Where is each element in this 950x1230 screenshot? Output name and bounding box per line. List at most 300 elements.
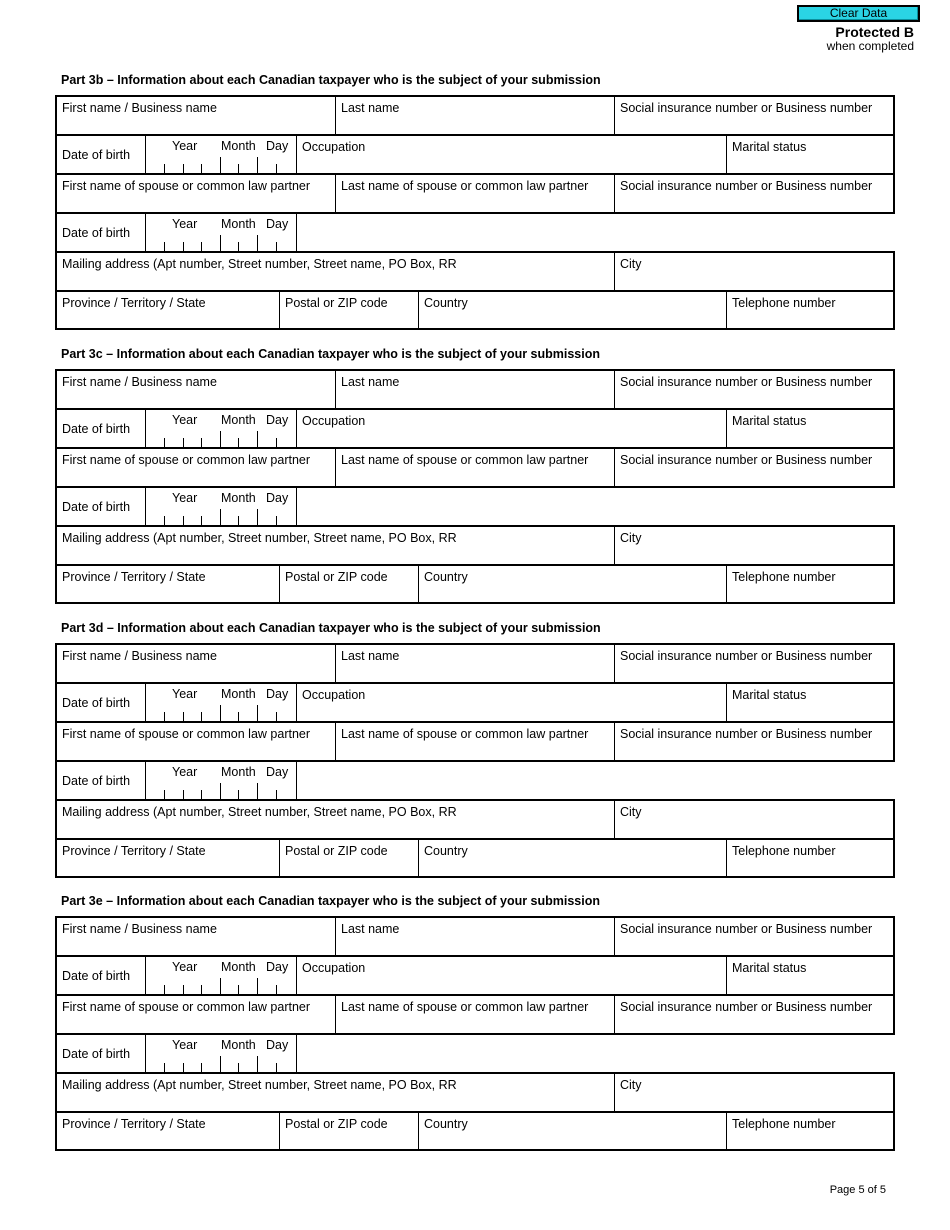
taxpayer-dob-year-label: Year (172, 960, 198, 974)
date-tick (183, 164, 184, 173)
spouse-sin-field-input[interactable] (615, 467, 893, 487)
marital-status-field[interactable] (726, 682, 895, 722)
spouse-dob-label-cell (55, 486, 146, 526)
taxpayer-dob-label-cell (55, 955, 146, 995)
first-name-field-label: First name / Business name (62, 649, 217, 663)
spouse-dob-label: Date of birth (62, 500, 131, 514)
sin-field-input[interactable] (615, 936, 893, 956)
sin-field-input[interactable] (615, 389, 893, 409)
country-field-input[interactable] (419, 310, 726, 330)
spouse-first-name-field-input[interactable] (57, 467, 335, 487)
spouse-sin-field[interactable] (614, 447, 895, 487)
date-tick (164, 1063, 165, 1072)
date-tick (276, 516, 277, 525)
spouse-dob-field[interactable] (145, 212, 297, 252)
marital-status-field-label: Marital status (732, 961, 807, 975)
sin-field-input[interactable] (615, 663, 893, 683)
spouse-sin-field-input[interactable] (615, 1014, 893, 1034)
spouse-last-name-field-input[interactable] (336, 1014, 614, 1034)
country-field-label: Country (424, 570, 468, 584)
postal-code-field-input[interactable] (280, 310, 418, 330)
mailing-address-field[interactable] (55, 525, 615, 565)
province-field-label: Province / Territory / State (62, 844, 206, 858)
row-address (55, 799, 895, 839)
spouse-dob-day-label: Day (266, 765, 289, 779)
last-name-field-label: Last name (341, 375, 400, 389)
spouse-dob-field[interactable] (145, 486, 297, 526)
spouse-dob-month-label: Month (221, 1038, 256, 1052)
country-field-input[interactable] (419, 584, 726, 604)
date-tick (164, 242, 165, 251)
spouse-dob-day-label: Day (266, 217, 289, 231)
date-tick (183, 242, 184, 251)
province-field-input[interactable] (57, 858, 279, 878)
section-3c (55, 369, 895, 604)
mailing-address-field[interactable] (55, 1072, 615, 1112)
telephone-field[interactable] (726, 290, 895, 330)
sin-field-label: Social insurance number or Business number (620, 375, 873, 389)
row-taxpayer-name (55, 369, 895, 409)
date-tick (164, 712, 165, 721)
first-name-field-input[interactable] (57, 115, 335, 135)
row-taxpayer-name (55, 95, 895, 135)
marital-status-field-input[interactable] (727, 702, 893, 722)
postal-code-field-label: Postal or ZIP code (285, 844, 388, 858)
telephone-field-input[interactable] (727, 858, 893, 878)
country-field-label: Country (424, 1117, 468, 1131)
section-3d (55, 643, 895, 878)
marital-status-field[interactable] (726, 408, 895, 448)
spouse-sin-field[interactable] (614, 173, 895, 213)
section-title-3d: Part 3d – Information about each Canadian taxpayer who is the subject of your submission (61, 621, 601, 635)
country-field[interactable] (418, 838, 727, 878)
occupation-field-input[interactable] (297, 702, 726, 722)
taxpayer-dob-label-cell (55, 682, 146, 722)
sin-field[interactable] (614, 916, 895, 956)
date-tick (183, 790, 184, 799)
taxpayer-dob-month-label: Month (221, 413, 256, 427)
date-tick (220, 978, 221, 994)
last-name-field-input[interactable] (336, 389, 614, 409)
row-spouse-dob (55, 486, 895, 526)
province-field[interactable] (55, 1111, 280, 1151)
occupation-field-label: Occupation (302, 688, 366, 702)
occupation-field[interactable] (296, 408, 727, 448)
spouse-dob-month-label: Month (221, 217, 256, 231)
section-title-3e: Part 3e – Information about each Canadian taxpayer who is the subject of your submission (61, 894, 601, 908)
date-tick (220, 157, 221, 173)
spouse-dob-field[interactable] (145, 760, 297, 800)
telephone-field-label: Telephone number (732, 844, 836, 858)
postal-code-field[interactable] (279, 838, 419, 878)
city-field[interactable] (614, 1072, 895, 1112)
mailing-address-field[interactable] (55, 251, 615, 291)
row-spouse-name (55, 447, 895, 487)
city-field-input[interactable] (615, 545, 893, 565)
telephone-field[interactable] (726, 1111, 895, 1151)
row-taxpayer-dob (55, 682, 895, 722)
section-3b (55, 95, 895, 330)
city-field-label: City (620, 531, 642, 545)
marital-status-field[interactable] (726, 134, 895, 174)
postal-code-field-label: Postal or ZIP code (285, 570, 388, 584)
row-taxpayer-dob (55, 408, 895, 448)
spouse-first-name-field[interactable] (55, 721, 336, 761)
spouse-first-name-field-label: First name of spouse or common law partner (62, 453, 311, 467)
date-tick (164, 438, 165, 447)
marital-status-field-label: Marital status (732, 688, 807, 702)
telephone-field-label: Telephone number (732, 296, 836, 310)
first-name-field[interactable] (55, 916, 336, 956)
first-name-field-label: First name / Business name (62, 375, 217, 389)
date-tick (257, 431, 258, 447)
province-field-label: Province / Territory / State (62, 570, 206, 584)
spouse-dob-label-cell (55, 760, 146, 800)
city-field-input[interactable] (615, 1092, 893, 1112)
date-tick (201, 985, 202, 994)
taxpayer-dob-label: Date of birth (62, 696, 131, 710)
spouse-dob-label: Date of birth (62, 1047, 131, 1061)
date-tick (201, 438, 202, 447)
city-field[interactable] (614, 525, 895, 565)
protected-b-notice (827, 25, 914, 53)
row-location (55, 838, 895, 878)
occupation-field-input[interactable] (297, 154, 726, 174)
telephone-field-input[interactable] (727, 310, 893, 330)
last-name-field-input[interactable] (336, 115, 614, 135)
row-location (55, 290, 895, 330)
first-name-field-input[interactable] (57, 936, 335, 956)
occupation-field[interactable] (296, 682, 727, 722)
last-name-field-label: Last name (341, 101, 400, 115)
spouse-first-name-field-input[interactable] (57, 1014, 335, 1034)
spouse-sin-field[interactable] (614, 721, 895, 761)
date-tick (220, 509, 221, 525)
date-tick (276, 242, 277, 251)
date-tick (183, 516, 184, 525)
taxpayer-dob-year-label: Year (172, 687, 198, 701)
date-tick (201, 516, 202, 525)
province-field-input[interactable] (57, 310, 279, 330)
row-taxpayer-dob (55, 955, 895, 995)
telephone-field-label: Telephone number (732, 570, 836, 584)
row-spouse-dob (55, 760, 895, 800)
spouse-first-name-field[interactable] (55, 994, 336, 1034)
date-tick (257, 157, 258, 173)
spouse-sin-field-label: Social insurance number or Business number (620, 727, 873, 741)
postal-code-field-input[interactable] (280, 584, 418, 604)
last-name-field[interactable] (335, 95, 615, 135)
spouse-sin-field[interactable] (614, 994, 895, 1034)
date-tick (164, 516, 165, 525)
taxpayer-dob-day-label: Day (266, 139, 289, 153)
date-tick (238, 438, 239, 447)
section-title-3b: Part 3b – Information about each Canadian taxpayer who is the subject of your submission (61, 73, 601, 87)
spouse-dob-month-label: Month (221, 765, 256, 779)
mailing-address-field-input[interactable] (57, 819, 614, 839)
spouse-dob-year-label: Year (172, 491, 198, 505)
date-tick (257, 1056, 258, 1072)
date-tick (238, 1063, 239, 1072)
row-taxpayer-name (55, 916, 895, 956)
spouse-dob-label: Date of birth (62, 226, 131, 240)
spouse-dob-label: Date of birth (62, 774, 131, 788)
sin-field[interactable] (614, 369, 895, 409)
postal-code-field-label: Postal or ZIP code (285, 296, 388, 310)
taxpayer-dob-label-cell (55, 134, 146, 174)
date-tick (183, 985, 184, 994)
taxpayer-dob-field[interactable] (145, 408, 297, 448)
date-tick (238, 164, 239, 173)
telephone-field-input[interactable] (727, 584, 893, 604)
date-tick (238, 985, 239, 994)
first-name-field[interactable] (55, 369, 336, 409)
spouse-dob-year-label: Year (172, 765, 198, 779)
mailing-address-field-input[interactable] (57, 545, 614, 565)
province-field-input[interactable] (57, 584, 279, 604)
taxpayer-dob-field[interactable] (145, 134, 297, 174)
taxpayer-dob-day-label: Day (266, 413, 289, 427)
marital-status-field-input[interactable] (727, 154, 893, 174)
city-field-label: City (620, 1078, 642, 1092)
occupation-field[interactable] (296, 134, 727, 174)
when-completed-label: when completed (826, 39, 914, 53)
first-name-field-label: First name / Business name (62, 922, 217, 936)
row-address (55, 1072, 895, 1112)
spouse-last-name-field[interactable] (335, 994, 615, 1034)
taxpayer-dob-year-label: Year (172, 413, 198, 427)
marital-status-field-input[interactable] (727, 428, 893, 448)
mailing-address-field-label: Mailing address (Apt number, Street number, Street name, PO Box, RR (62, 805, 457, 819)
country-field-label: Country (424, 844, 468, 858)
sin-field-input[interactable] (615, 115, 893, 135)
last-name-field[interactable] (335, 369, 615, 409)
date-tick (201, 164, 202, 173)
spouse-last-name-field-label: Last name of spouse or common law partner (341, 727, 589, 741)
sin-field-label: Social insurance number or Business number (620, 922, 873, 936)
sin-field[interactable] (614, 643, 895, 683)
spouse-sin-field-input[interactable] (615, 741, 893, 761)
marital-status-field-input[interactable] (727, 975, 893, 995)
taxpayer-dob-day-label: Day (266, 687, 289, 701)
date-tick (238, 516, 239, 525)
row-spouse-name (55, 721, 895, 761)
spouse-dob-day-label: Day (266, 1038, 289, 1052)
date-tick (276, 438, 277, 447)
date-tick (201, 712, 202, 721)
date-tick (238, 242, 239, 251)
taxpayer-dob-label: Date of birth (62, 969, 131, 983)
spouse-dob-day-label: Day (266, 491, 289, 505)
spouse-first-name-field-label: First name of spouse or common law partner (62, 1000, 311, 1014)
first-name-field[interactable] (55, 95, 336, 135)
clear-data-button[interactable]: Clear Data (797, 5, 920, 22)
country-field-label: Country (424, 296, 468, 310)
last-name-field[interactable] (335, 643, 615, 683)
mailing-address-field-input[interactable] (57, 1092, 614, 1112)
occupation-field-label: Occupation (302, 414, 366, 428)
postal-code-field[interactable] (279, 1111, 419, 1151)
taxpayer-dob-year-label: Year (172, 139, 198, 153)
last-name-field[interactable] (335, 916, 615, 956)
postal-code-field[interactable] (279, 564, 419, 604)
sin-field[interactable] (614, 95, 895, 135)
taxpayer-dob-month-label: Month (221, 960, 256, 974)
section-3e (55, 916, 895, 1151)
date-tick (201, 790, 202, 799)
date-tick (220, 1056, 221, 1072)
country-field-input[interactable] (419, 1131, 726, 1151)
occupation-field-label: Occupation (302, 961, 366, 975)
date-tick (276, 985, 277, 994)
province-field[interactable] (55, 838, 280, 878)
sin-field-label: Social insurance number or Business number (620, 649, 873, 663)
spouse-sin-field-label: Social insurance number or Business number (620, 453, 873, 467)
date-tick (183, 438, 184, 447)
row-separator (296, 212, 895, 214)
date-tick (238, 712, 239, 721)
sin-field-label: Social insurance number or Business number (620, 101, 873, 115)
country-field-input[interactable] (419, 858, 726, 878)
spouse-sin-field-label: Social insurance number or Business number (620, 1000, 873, 1014)
row-taxpayer-name (55, 643, 895, 683)
telephone-field-label: Telephone number (732, 1117, 836, 1131)
date-tick (238, 790, 239, 799)
spouse-dob-year-label: Year (172, 1038, 198, 1052)
city-field[interactable] (614, 799, 895, 839)
row-address (55, 251, 895, 291)
date-tick (220, 431, 221, 447)
row-spouse-dob (55, 212, 895, 252)
postal-code-field-label: Postal or ZIP code (285, 1117, 388, 1131)
first-name-field-input[interactable] (57, 389, 335, 409)
taxpayer-dob-month-label: Month (221, 139, 256, 153)
mailing-address-field-label: Mailing address (Apt number, Street number, Street name, PO Box, RR (62, 1078, 457, 1092)
date-tick (276, 790, 277, 799)
last-name-field-label: Last name (341, 649, 400, 663)
occupation-field[interactable] (296, 955, 727, 995)
postal-code-field-input[interactable] (280, 1131, 418, 1151)
last-name-field-label: Last name (341, 922, 400, 936)
taxpayer-dob-label: Date of birth (62, 422, 131, 436)
marital-status-field-label: Marital status (732, 140, 807, 154)
date-tick (201, 1063, 202, 1072)
province-field-label: Province / Territory / State (62, 296, 206, 310)
city-field-label: City (620, 257, 642, 271)
first-name-field-label: First name / Business name (62, 101, 217, 115)
row-separator (296, 760, 895, 762)
country-field[interactable] (418, 1111, 727, 1151)
taxpayer-dob-day-label: Day (266, 960, 289, 974)
province-field-input[interactable] (57, 1131, 279, 1151)
marital-status-field[interactable] (726, 955, 895, 995)
date-tick (201, 242, 202, 251)
spouse-sin-field-label: Social insurance number or Business number (620, 179, 873, 193)
date-tick (220, 783, 221, 799)
city-field-input[interactable] (615, 271, 893, 291)
date-tick (276, 712, 277, 721)
mailing-address-field-label: Mailing address (Apt number, Street number, Street name, PO Box, RR (62, 531, 457, 545)
spouse-sin-field-input[interactable] (615, 193, 893, 213)
date-tick (183, 1063, 184, 1072)
date-tick (257, 509, 258, 525)
date-tick (164, 164, 165, 173)
date-tick (276, 164, 277, 173)
spouse-first-name-field[interactable] (55, 173, 336, 213)
spouse-last-name-field-input[interactable] (336, 193, 614, 213)
spouse-last-name-field-label: Last name of spouse or common law partner (341, 179, 589, 193)
spouse-first-name-field-input[interactable] (57, 193, 335, 213)
province-field-label: Province / Territory / State (62, 1117, 206, 1131)
country-field[interactable] (418, 290, 727, 330)
spouse-first-name-field-label: First name of spouse or common law partner (62, 179, 311, 193)
taxpayer-dob-field[interactable] (145, 682, 297, 722)
row-spouse-name (55, 173, 895, 213)
spouse-dob-label-cell (55, 212, 146, 252)
occupation-field-input[interactable] (297, 975, 726, 995)
first-name-field[interactable] (55, 643, 336, 683)
spouse-last-name-field-label: Last name of spouse or common law partner (341, 453, 589, 467)
spouse-first-name-field-label: First name of spouse or common law partner (62, 727, 311, 741)
province-field[interactable] (55, 290, 280, 330)
city-field-input[interactable] (615, 819, 893, 839)
row-taxpayer-dob (55, 134, 895, 174)
row-location (55, 1111, 895, 1151)
protected-label: Protected B (835, 24, 914, 40)
taxpayer-dob-field[interactable] (145, 955, 297, 995)
spouse-dob-month-label: Month (221, 491, 256, 505)
page-number: Page 5 of 5 (829, 1184, 886, 1196)
spouse-last-name-field-label: Last name of spouse or common law partner (341, 1000, 589, 1014)
spouse-last-name-field[interactable] (335, 721, 615, 761)
spouse-last-name-field[interactable] (335, 173, 615, 213)
row-address (55, 525, 895, 565)
date-tick (164, 790, 165, 799)
occupation-field-label: Occupation (302, 140, 366, 154)
telephone-field[interactable] (726, 564, 895, 604)
spouse-first-name-field-input[interactable] (57, 741, 335, 761)
spouse-first-name-field[interactable] (55, 447, 336, 487)
city-field[interactable] (614, 251, 895, 291)
province-field[interactable] (55, 564, 280, 604)
postal-code-field-input[interactable] (280, 858, 418, 878)
spouse-last-name-field[interactable] (335, 447, 615, 487)
date-tick (276, 1063, 277, 1072)
row-separator (296, 486, 895, 488)
telephone-field-input[interactable] (727, 1131, 893, 1151)
date-tick (257, 978, 258, 994)
spouse-dob-field[interactable] (145, 1033, 297, 1073)
row-spouse-name (55, 994, 895, 1034)
first-name-field-input[interactable] (57, 663, 335, 683)
last-name-field-input[interactable] (336, 663, 614, 683)
spouse-last-name-field-input[interactable] (336, 467, 614, 487)
mailing-address-field-label: Mailing address (Apt number, Street number, Street name, PO Box, RR (62, 257, 457, 271)
occupation-field-input[interactable] (297, 428, 726, 448)
telephone-field[interactable] (726, 838, 895, 878)
spouse-last-name-field-input[interactable] (336, 741, 614, 761)
postal-code-field[interactable] (279, 290, 419, 330)
row-location (55, 564, 895, 604)
spouse-dob-year-label: Year (172, 217, 198, 231)
last-name-field-input[interactable] (336, 936, 614, 956)
mailing-address-field[interactable] (55, 799, 615, 839)
country-field[interactable] (418, 564, 727, 604)
date-tick (257, 705, 258, 721)
mailing-address-field-input[interactable] (57, 271, 614, 291)
spouse-dob-label-cell (55, 1033, 146, 1073)
taxpayer-dob-month-label: Month (221, 687, 256, 701)
